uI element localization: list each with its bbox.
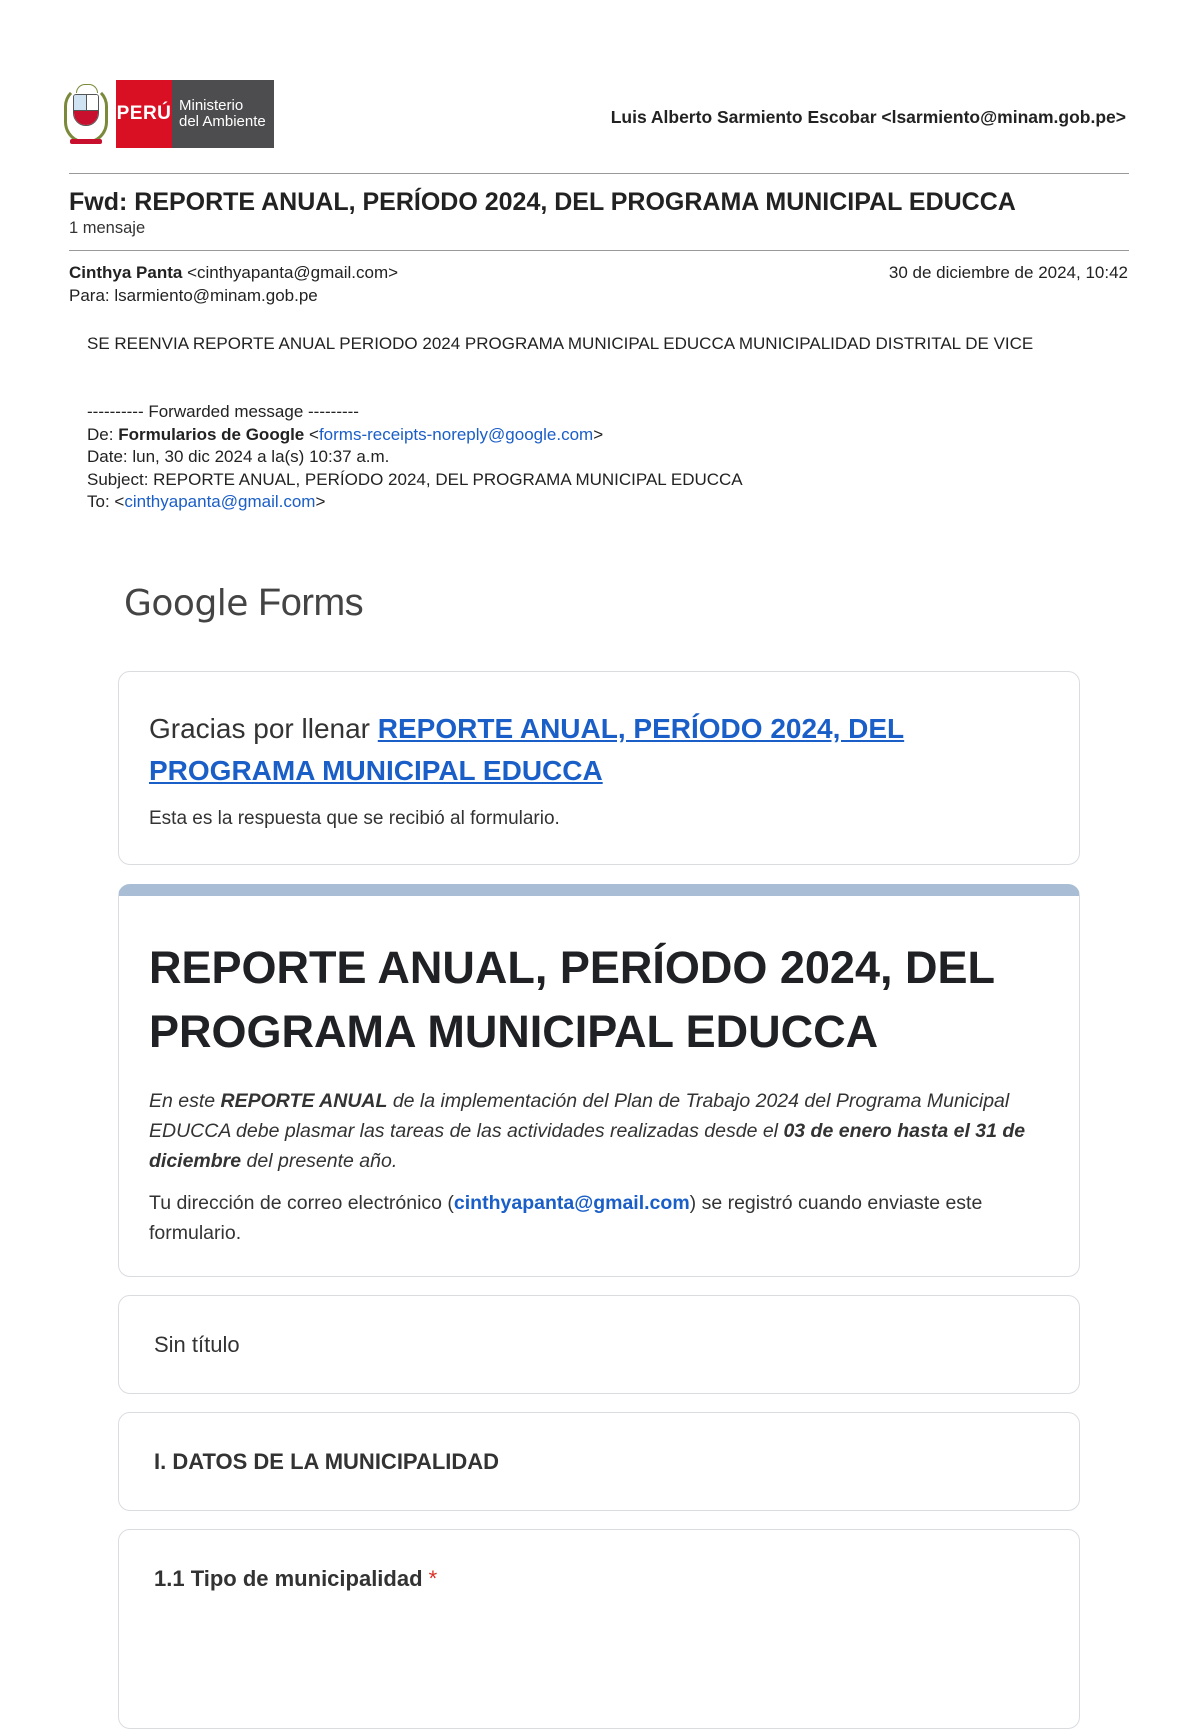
required-mark: * — [428, 1566, 438, 1591]
thanks-card — [118, 671, 1080, 865]
divider — [69, 250, 1129, 251]
peru-coat-of-arms-icon — [60, 80, 116, 148]
section-untitled-title: Sin título — [154, 1332, 240, 1357]
forwarded-header — [87, 401, 743, 514]
form-description: En este REPORTE ANUAL de la implementación del Plan de Trabajo 2024 del Programa Municipal EDUCCA debe plasmar las tareas de las actividades realizadas desde el 03 de enero hasta el 31 de diciembre del presente año. — [149, 1090, 1026, 1172]
thanks-text: Gracias por llenar REPORTE ANUAL, PERÍODO 2024, DEL PROGRAMA MUNICIPAL EDUCCA — [149, 713, 905, 786]
question-title: 1.1 Tipo de municipalidad * — [154, 1566, 438, 1591]
form-title-link[interactable]: REPORTE ANUAL, PERÍODO 2024, DEL PROGRAMA MUNICIPAL EDUCCA — [149, 713, 905, 786]
divider — [69, 173, 1129, 174]
forward-from: De: Formularios de Google <forms-receipts-noreply@google.com> — [87, 424, 604, 444]
sender — [69, 263, 398, 283]
form-header-card — [118, 884, 1080, 1277]
received-note: Esta es la respuesta que se recibió al formulario. — [149, 808, 560, 829]
logo-ministry-text — [172, 80, 274, 148]
email-body: SE REENVIA REPORTE ANUAL PERIODO 2024 PROGRAMA MUNICIPAL EDUCCA MUNICIPALIDAD DISTRITAL DE VICE — [87, 334, 1034, 353]
respondent-email: cinthyapanta@gmail.com — [453, 1192, 690, 1214]
forward-date: Date: lun, 30 dic 2024 a la(s) 10:37 a.m. — [87, 447, 390, 466]
forward-to: To: <cinthyapanta@gmail.com> — [87, 492, 326, 511]
google-wordmark: Google — [124, 583, 248, 624]
form-title: REPORTE ANUAL, PERÍODO 2024, DEL PROGRAMA MUNICIPAL EDUCCA — [149, 942, 995, 1057]
email-subject: Fwd: REPORTE ANUAL, PERÍODO 2024, DEL PROGRAMA MUNICIPAL EDUCCA — [69, 188, 1016, 216]
logo-peru-text: PERÚ — [116, 80, 172, 148]
forward-from-email-link[interactable]: forms-receipts-noreply@google.com — [318, 424, 594, 444]
question-card — [118, 1529, 1080, 1729]
forward-subject: Subject: REPORTE ANUAL, PERÍODO 2024, DEL PROGRAMA MUNICIPAL EDUCCA — [87, 469, 743, 489]
logo-ministry-line1: Ministerio — [179, 97, 244, 114]
minam-logo — [60, 80, 274, 148]
google-forms-logo — [124, 582, 363, 625]
forms-wordmark: Forms — [258, 582, 364, 624]
forward-to-email-link[interactable]: cinthyapanta@gmail.com — [124, 492, 316, 511]
sender-name: Cinthya Panta — [69, 263, 183, 282]
logo-ministry-line2: del Ambiente — [179, 113, 266, 130]
account-user: Luis Alberto Sarmiento Escobar <lsarmiento@minam.gob.pe> — [610, 107, 1126, 127]
sender-email: <cinthyapanta@gmail.com> — [187, 263, 399, 282]
section-municipality-card — [118, 1412, 1080, 1511]
recipient: Para: lsarmiento@minam.gob.pe — [69, 286, 318, 305]
forward-separator: ---------- Forwarded message --------- — [87, 402, 359, 421]
email-date: 30 de diciembre de 2024, 10:42 — [888, 263, 1128, 282]
forward-from-name: Formularios de Google — [118, 424, 305, 444]
message-count: 1 mensaje — [69, 219, 146, 237]
email-recorded-note: Tu dirección de correo electrónico (cinthyapanta@gmail.com) se registró cuando enviaste este formulario. — [149, 1192, 983, 1244]
section-municipality-title: I. DATOS DE LA MUNICIPALIDAD — [154, 1449, 500, 1474]
section-untitled-card — [118, 1295, 1080, 1394]
